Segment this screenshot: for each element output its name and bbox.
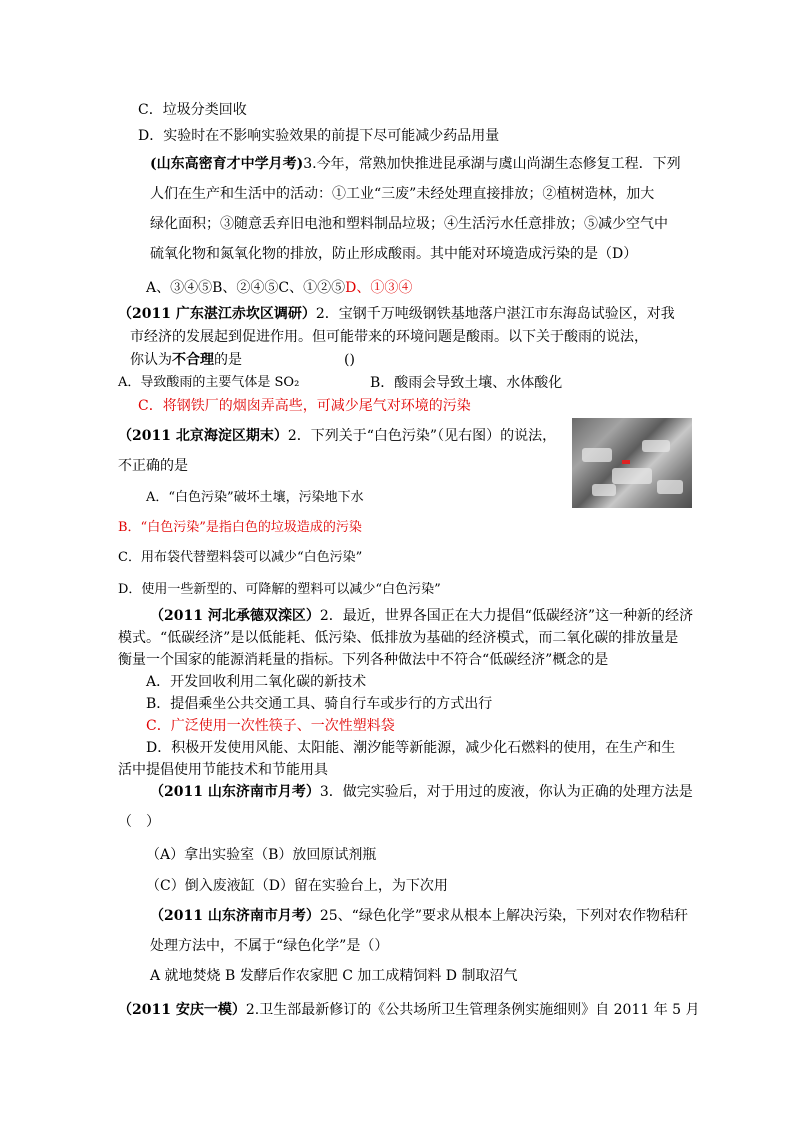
question-text: 3.今年，常熟加快推进昆承湖与虞山尚湖生态修复工程．下列 <box>303 156 681 172</box>
option-a: A．“白色污染”破坏土壤，污染地下水 <box>146 490 364 505</box>
source-label: （2011 广东湛江赤坎区调研） <box>118 306 316 322</box>
question-gaomi-line1 <box>150 154 681 174</box>
debris-shape <box>612 468 652 484</box>
source-label: (山东高密育才中学月考) <box>150 156 304 172</box>
question-jinan1-line1 <box>150 782 693 802</box>
text: 的是 <box>214 352 242 368</box>
debris-shape <box>657 480 683 494</box>
emphasis-text: 不合理 <box>172 352 214 368</box>
source-label: （2011 安庆一模） <box>118 1002 246 1018</box>
answer-blank: （ ） <box>118 814 160 830</box>
option-c-answer: C．将钢铁厂的烟囱弄高些，可减少尾气对环境的污染 <box>138 398 471 414</box>
red-marker <box>622 460 630 464</box>
source-label: （2011 山东济南市月考） <box>150 784 320 800</box>
question-gaomi-line4: 硫氧化物和氮氧化物的排放，防止形成酸雨。其中能对环境造成污染的是（D） <box>150 246 638 262</box>
question-gaomi-line2: 人们在生产和生活中的活动：①工业“三废”未经处理直接排放；②植树造林，加大 <box>150 186 655 202</box>
question-zhanjiang-line3 <box>130 350 242 370</box>
option-a: A．开发回收利用二氧化碳的新技术 <box>146 674 367 690</box>
question-chengde-line3: 衡量一个国家的能源消耗量的指标。下列各种做法中不符合“低碳经济”概念的是 <box>118 652 609 668</box>
question-chengde-line1 <box>150 606 693 626</box>
option-c-answer: C．广泛使用一次性筷子、一次性塑料袋 <box>146 718 395 734</box>
question-haidian-line1 <box>118 426 556 446</box>
options-text: A、③④⑤B、②④⑤C、①②⑤ <box>146 280 346 296</box>
question-text: 2．宝钢千万吨级钢铁基地落户湛江市东海岛试验区，对我 <box>315 306 675 322</box>
question-text: 2．下列关于“白色污染”（见右图）的说法， <box>287 428 557 444</box>
option-a: A．导致酸雨的主要气体是 SO₂ <box>118 375 300 390</box>
question-jinan2-line1 <box>150 906 688 926</box>
answer-blank: () <box>344 352 355 368</box>
option-b: B．酸雨会导致土壤、水体酸化 <box>370 375 563 391</box>
text: 你认为 <box>130 352 172 368</box>
answer-option: D、①③④ <box>345 280 413 296</box>
question-haidian-line2: 不正确的是 <box>118 458 188 474</box>
option-c: C．垃圾分类回收 <box>138 102 247 118</box>
question-zhanjiang-line2: 市经济的发展起到促进作用。但可能带来的环境问题是酸雨。以下关于酸雨的说法， <box>130 329 648 345</box>
question-gaomi-options <box>146 278 412 298</box>
option-b-answer: B．“白色污染”是指白色的垃圾造成的污染 <box>118 520 362 535</box>
debris-shape <box>582 448 612 462</box>
question-jinan2-options: A 就地焚烧 B 发酵后作农家肥 C 加工成精饲料 D 制取沼气 <box>150 968 518 984</box>
question-text: 2．最近，世界各国正在大力提倡“低碳经济”这一种新的经济 <box>319 608 694 624</box>
question-chengde-line2: 模式。“低碳经济”是以低能耗、低污染、低排放为基础的经济模式，而二氧化碳的排放量是 <box>118 630 679 646</box>
option-c: C．用布袋代替塑料袋可以减少“白色污染” <box>118 550 363 565</box>
debris-shape <box>592 484 616 496</box>
white-pollution-photo <box>572 418 692 508</box>
option-d-line1: D．积极开发使用风能、太阳能、潮汐能等新能源，减少化石燃料的使用，在生产和生 <box>146 740 676 756</box>
question-zhanjiang-line1 <box>118 304 675 324</box>
options-cd: （C）倒入废液缸（D）留在实验台上，为下次用 <box>146 878 448 894</box>
debris-shape <box>642 440 670 452</box>
source-label: （2011 北京海淀区期末） <box>118 428 288 444</box>
option-d: D．实验时在不影响实验效果的前提下尽可能减少药品用量 <box>138 128 500 144</box>
option-b: B．提倡乘坐公共交通工具、骑自行车或步行的方式出行 <box>146 696 493 712</box>
source-label: （2011 河北承德双滦区） <box>150 608 320 624</box>
question-anqing-line1 <box>118 1000 700 1020</box>
options-ab: （A）拿出实验室（B）放回原试剂瓶 <box>146 847 377 863</box>
option-d-line2: 活中提倡使用节能技术和节能用具 <box>118 762 328 778</box>
question-text: 2.卫生部最新修订的《公共场所卫生管理条例实施细则》自 2011 年 5 月 <box>245 1002 700 1018</box>
question-jinan2-line2: 处理方法中，不属于“绿色化学”是（） <box>150 938 389 954</box>
question-text: 3．做完实验后，对于用过的废液，你认为正确的处理方法是 <box>319 784 693 800</box>
source-label: （2011 山东济南市月考） <box>150 908 320 924</box>
option-d: D．使用一些新型的、可降解的塑料可以减少“白色污染” <box>118 582 441 597</box>
question-text: 25、“绿色化学”要求从根本上解决污染，下列对农作物秸秆 <box>319 908 688 924</box>
question-gaomi-line3: 绿化面积；③随意丢弃旧电池和塑料制品垃圾；④生活污水任意排放；⑤减少空气中 <box>150 216 668 232</box>
